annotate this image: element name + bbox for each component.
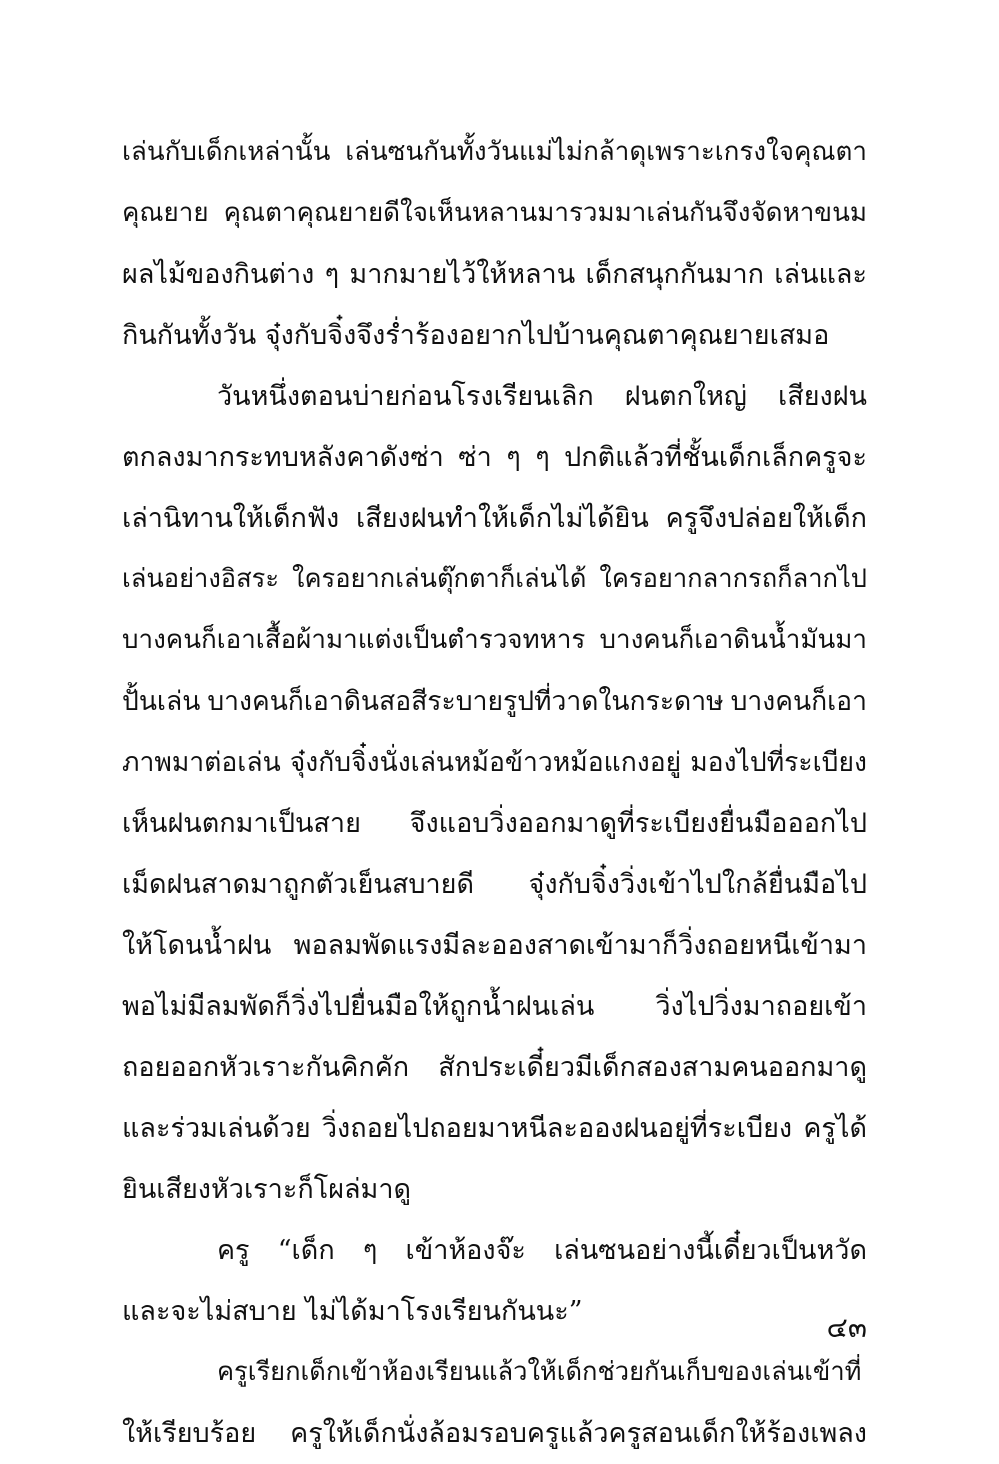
dialogue-line: และจะไม่สบาย ไม่ได้มาโรงเรียนกันนะ” [122, 1296, 583, 1327]
word: ฝนตกใหญ่ [624, 381, 747, 412]
word: จุ๋งกับจิ๋งวิ่งเข้าไปใกล้ยื่นมือไป [528, 869, 867, 900]
text-line [122, 671, 867, 732]
page-number: ๔๓ [826, 1311, 867, 1344]
word: ๆ [362, 1235, 378, 1266]
text-line [122, 1098, 867, 1159]
word: ให้เรียบร้อย [122, 1418, 257, 1449]
text-line [122, 610, 867, 671]
text-line [122, 427, 867, 488]
word: ๆ [324, 259, 340, 290]
word: พอลมพัดแรงมีละอองสาดเข้ามาก็วิ่งถอยหนีเข้ามา [293, 930, 867, 961]
word: ถอยออกหัวเราะกันคิกคัก [122, 1052, 410, 1083]
word: เสียงฝน [777, 381, 867, 412]
word: เม็ดฝนสาดมาถูกตัวเย็นสบายดี [122, 869, 475, 900]
text-line [122, 732, 867, 793]
text-line [122, 793, 867, 854]
word: บางคนก็เอา [730, 686, 867, 717]
word: วิ่งไปวิ่งมาถอยเข้า [655, 991, 867, 1022]
word: สักประเดี๋ยวมีเด็กสองสามคนออกมาดู [438, 1052, 867, 1083]
word: เล่นกับเด็กเหล่านั้น [122, 137, 331, 167]
text-line: ยินเสียงหัวเราะก็โผล่มาดู [122, 1174, 412, 1205]
word: และร่วมเล่นด้วย [122, 1113, 311, 1144]
text-line [122, 854, 867, 915]
word: ใครอยากเล่นตุ๊กตาก็เล่นได้ [292, 564, 587, 594]
word: ปกติแล้วที่ชั้นเด็กเล็กครูจะ [564, 442, 867, 473]
word: ครูให้เด็กนั่งล้อมรอบครูแล้วครูสอนเด็กให้ร้องเพลง [290, 1418, 867, 1449]
word: วันหนึ่งตอนบ่ายก่อนโรงเรียนเลิก [217, 381, 594, 412]
word: เล่นอย่างอิสระ [122, 564, 280, 594]
word: เล่านิทานให้เด็กฟัง [122, 503, 340, 534]
text-line [122, 976, 867, 1037]
text-line [122, 488, 867, 549]
word: คุณยาย [122, 198, 209, 228]
word: วิ่งถอยไปถอยมาหนีละอองฝนอยู่ที่ระเบียง [321, 1113, 793, 1144]
body-text [122, 122, 867, 1464]
word: เล่นซนกันทั้งวันแม่ไม่กล้าดุเพราะเกรงใจคุณตา [345, 137, 867, 167]
word: เด็กสนุกกันมาก [585, 259, 764, 290]
word: ครูได้ [803, 1113, 867, 1144]
word: เล่นและ [774, 259, 867, 290]
word: มากมายไว้ให้หลาน [349, 259, 576, 290]
text-line [122, 1037, 867, 1098]
word: ครูจึงปล่อยให้เด็ก [665, 503, 867, 534]
word: ครู [217, 1235, 250, 1266]
text-line [122, 366, 867, 427]
word: เห็นฝนตกมาเป็นสาย [122, 808, 361, 839]
text-line [122, 1342, 867, 1403]
word: มองไปที่ระเบียง [690, 747, 867, 778]
word: คุณตาคุณยายดีใจเห็นหลานมารวมมาเล่นกันจึงจัดหาขนม [223, 198, 867, 228]
word: เข้าห้องจ๊ะ [405, 1235, 526, 1266]
dialogue-line [122, 1220, 867, 1281]
text-line [122, 1403, 867, 1464]
word: จึงแอบวิ่งออกมาดูที่ระเบียงยื่นมือออกไป [409, 808, 867, 839]
word: ๆ [506, 442, 521, 473]
word: ผลไม้ของกินต่าง [122, 259, 315, 290]
text-line [122, 549, 867, 610]
word: ๆ [535, 442, 550, 473]
word: บางคนก็เอาดินน้ำมันมา [599, 625, 867, 655]
word: ภาพมาต่อเล่น [122, 747, 281, 778]
word: “เด็ก [277, 1235, 335, 1266]
word: ใครอยากลากรถก็ลากไป [599, 564, 867, 594]
word: เล่นซนอย่างนี้เดี๋ยวเป็นหวัด [554, 1235, 867, 1266]
word: พอไม่มีลมพัดก็วิ่งไปยื่นมือให้ถูกน้ำฝนเล่น [122, 991, 595, 1022]
word: ให้โดนน้ำฝน [122, 930, 272, 961]
word: ตกลงมากระทบหลังคาดังซ่า [122, 442, 444, 473]
word: บางคนก็เอาเสื้อผ้ามาแต่งเป็นตำรวจทหาร [122, 625, 586, 655]
text-line [122, 915, 867, 976]
text-line [122, 244, 867, 305]
word: ปั้นเล่น [122, 686, 201, 717]
text-line: กินกันทั้งวัน จุ๋งกับจิ๋งจึงร่ำร้องอยากไปบ้านคุณตาคุณยายเสมอ [122, 320, 830, 351]
word: จุ๋งกับจิ๋งนั่งเล่นหม้อข้าวหม้อแกงอยู่ [289, 747, 682, 778]
word: ครูเรียกเด็กเข้าห้องเรียนแล้วให้เด็กช่วยกันเก็บของเล่นเข้าที่ [217, 1357, 862, 1387]
word: เสียงฝนทำให้เด็กไม่ได้ยิน [356, 503, 649, 534]
word: ซ่า [458, 442, 492, 473]
text-line [122, 122, 867, 183]
word: บางคนก็เอาดินสอสีระบายรูปที่วาดในกระดาษ [207, 686, 724, 717]
text-line [122, 183, 867, 244]
